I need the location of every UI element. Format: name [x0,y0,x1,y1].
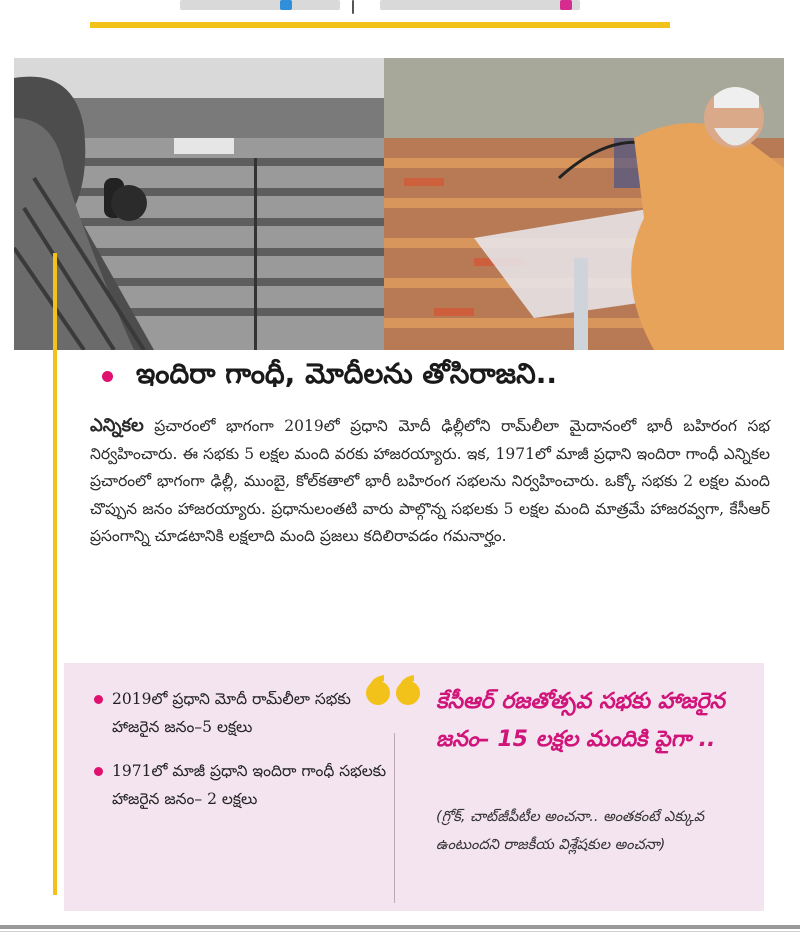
pink-bullet-icon [94,695,103,704]
indira-rally-photo [14,58,384,350]
bottom-rule [0,925,800,929]
article-text: ప్రచారంలో భాగంగా 2019లో ప్రధాని మోదీ ఢిల్లీలోని రామ్‌లీలా మైదానంలో భారీ బహిరంగ సభ నిర్వహించారు. ఈ సభకు 5 లక్షల మంది వరకు హాజరయ్యారు. ఇక, 1971లో మాజీ ప్రధాని ఇందిరా గాంధీ ఎన్నికల ప్రచారంలో భాగంగా ఢిల్లీ, ముంబై, కోల్‌కతాలో భారీ బహిరంగ సభలను నిర్వహించారు. ఒక్కో సభకు 2 లక్షల మంది చొప్పున జనం హాజరయ్యారు. ప్రధానులంతటి వారు పాల్గొన్న సభలకు 5 లక్షల మంది మాత్రమే హాజరవ్వగా, కేసీఆర్ ప్రసంగాన్ని చూడటానికి లక్షలాది మంది ప్రజలు కదిలిరావడం గమనార్హం. [90,417,770,545]
headline-text: ఇందిరా గాంధీ, మోదీలను తోసిరాజని.. [136,357,558,390]
pink-bullet-icon [94,767,103,776]
fact-item-1971 [112,757,392,813]
quote-mark-icon [364,673,428,711]
modi-rally-photo [384,58,784,350]
quote-source-note: (గ్రోక్, చాట్‌జీపీటీల అంచనా.. అంతకంటే ఎక్కువ ఉంటుందని రాజకీయ విశ్లేషకుల అంచనా) [436,809,705,853]
pink-bullet-icon [102,371,113,382]
facts-list [112,685,392,829]
article-lead-word: ఎన్నికల [90,415,144,436]
rally-photo-collage [14,58,784,350]
fact-text: 1971లో మాజీ ప్రధాని ఇందిరా గాంధీ సభలకు హాజరైన జనం– 2 లక్షలు [112,762,387,808]
yellow-accent-line [53,253,57,895]
fact-item-2019 [112,685,392,741]
top-yellow-rule [90,22,670,28]
article-body [90,412,770,551]
highlight-box [64,663,764,911]
bottom-rule-thin [0,931,800,932]
quote-headline: కేసీఆర్ రజతోత్సవ సభకు హాజరైన జనం– 15 లక్షల మందికి పైగా .. [436,689,725,752]
top-strip-fragment [120,0,640,14]
box-divider [394,733,395,903]
fact-text: 2019లో ప్రధాని మోదీ రామ్‌లీలా సభకు హాజరైన జనం–5 లక్షలు [112,690,351,736]
